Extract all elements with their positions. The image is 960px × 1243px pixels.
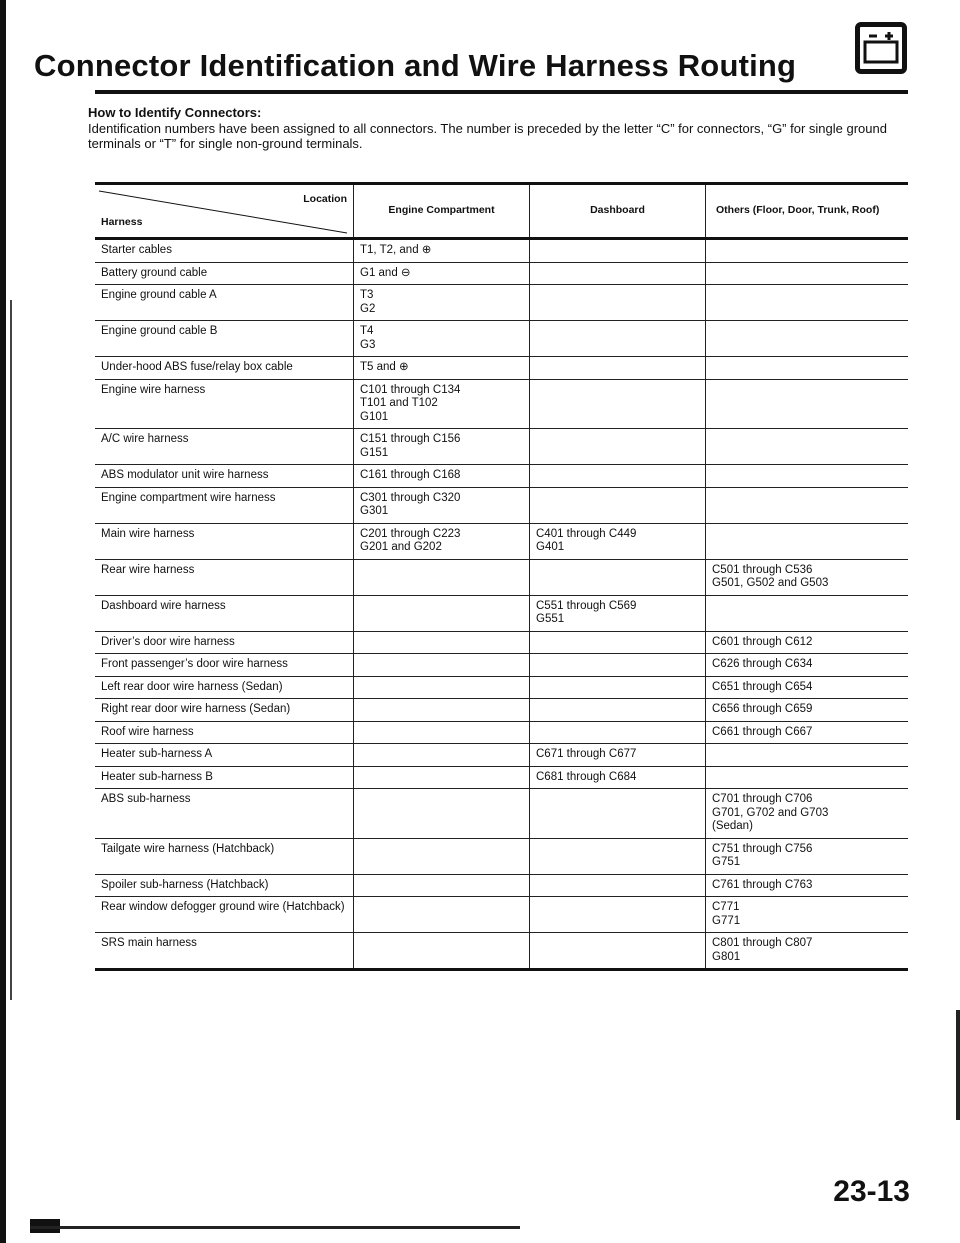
engine-cell <box>354 523 530 559</box>
connector-id: C501 through C536 <box>712 563 813 576</box>
others-cell <box>706 321 909 357</box>
others-cell <box>706 676 909 699</box>
harness-cell: Dashboard wire harness <box>95 595 354 631</box>
engine-cell <box>354 379 530 429</box>
dashboard-cell <box>530 676 706 699</box>
engine-cell <box>354 721 530 744</box>
harness-cell: Driver’s door wire harness <box>95 631 354 654</box>
connector-id: C601 through C612 <box>712 635 813 648</box>
page-edge-line <box>10 300 12 1000</box>
dashboard-cell <box>530 379 706 429</box>
engine-cell <box>354 874 530 897</box>
harness-cell: Engine compartment wire harness <box>95 487 354 523</box>
connector-id: C626 through C634 <box>712 658 813 670</box>
engine-cell <box>354 487 530 523</box>
others-cell <box>706 789 909 839</box>
connector-id: C301 through C320 <box>360 491 461 504</box>
connector-id: C551 through C569 <box>536 599 637 612</box>
table-row <box>95 379 908 429</box>
dashboard-cell <box>530 699 706 722</box>
others-cell <box>706 654 909 677</box>
dashboard-cell <box>530 523 706 559</box>
engine-cell <box>354 285 530 321</box>
engine-cell <box>354 789 530 839</box>
dashboard-cell <box>530 789 706 839</box>
engine-cell <box>354 933 530 970</box>
engine-cell <box>354 357 530 380</box>
others-cell <box>706 285 909 321</box>
others-cell <box>706 262 909 285</box>
others-cell <box>706 838 909 874</box>
table-row <box>95 933 908 970</box>
connector-id: T4 <box>360 325 374 337</box>
header-diagonal-cell <box>95 184 354 239</box>
dashboard-cell <box>530 933 706 970</box>
harness-cell: ABS modulator unit wire harness <box>95 465 354 488</box>
connector-id: C801 through C807 <box>712 937 813 949</box>
connector-id: G151 <box>360 446 389 459</box>
connector-id: G201 and G202 <box>360 541 442 553</box>
connector-id: C651 through C654 <box>712 680 813 693</box>
connector-id: C101 through C134 <box>360 383 461 396</box>
page-edge-mark <box>956 1010 960 1120</box>
harness-cell: Engine ground cable A <box>95 285 354 321</box>
table-body <box>95 239 908 970</box>
connector-id: C151 through C156 <box>360 433 461 445</box>
connector-id: G701, G702 and G703 <box>712 806 829 819</box>
harness-cell: Tailgate wire harness (Hatchback) <box>95 838 354 874</box>
others-cell <box>706 874 909 897</box>
engine-cell <box>354 897 530 933</box>
dashboard-cell <box>530 897 706 933</box>
connector-id: G801 <box>712 950 741 963</box>
dashboard-cell <box>530 321 706 357</box>
dashboard-cell <box>530 874 706 897</box>
engine-cell <box>354 262 530 285</box>
dashboard-cell <box>530 487 706 523</box>
dashboard-cell <box>530 721 706 744</box>
others-cell <box>706 357 909 380</box>
connector-id: C751 through C756 <box>712 842 813 855</box>
others-cell <box>706 766 909 789</box>
location-label: Location <box>303 193 347 205</box>
others-cell <box>706 721 909 744</box>
connector-table <box>95 182 908 971</box>
dashboard-cell <box>530 766 706 789</box>
dashboard-cell <box>530 262 706 285</box>
harness-cell: Heater sub-harness A <box>95 744 354 767</box>
table-row <box>95 699 908 722</box>
others-cell <box>706 465 909 488</box>
table-row <box>95 766 908 789</box>
table-row <box>95 631 908 654</box>
harness-cell: Battery ground cable <box>95 262 354 285</box>
intro-paragraph: Identification numbers have been assigned to all connectors. The number is preceded by the letter “C” for connectors, “G” for single ground terminals or “T” for single non-ground terminals. <box>88 121 887 151</box>
others-cell <box>706 933 909 970</box>
connector-id: G771 <box>712 914 741 927</box>
connector-id: C656 through C659 <box>712 703 813 715</box>
harness-cell: Rear window defogger ground wire (Hatchback) <box>95 897 354 933</box>
connector-id: C201 through C223 <box>360 527 461 540</box>
section-heading: How to Identify Connectors: <box>88 105 262 120</box>
table-row <box>95 429 908 465</box>
others-cell <box>706 429 909 465</box>
harness-cell: A/C wire harness <box>95 429 354 465</box>
dashboard-cell <box>530 357 706 380</box>
connector-id: G3 <box>360 338 376 351</box>
harness-cell: Main wire harness <box>95 523 354 559</box>
engine-cell <box>354 766 530 789</box>
engine-cell <box>354 676 530 699</box>
harness-cell: Under-hood ABS fuse/relay box cable <box>95 357 354 380</box>
others-cell <box>706 631 909 654</box>
connector-id: T5 and ⊕ <box>360 361 409 373</box>
page-title: Connector Identification and Wire Harness Routing <box>34 48 797 83</box>
connector-id: T1, T2, and ⊕ <box>360 244 432 256</box>
dashboard-cell <box>530 429 706 465</box>
connector-id: G1 and ⊖ <box>360 266 411 279</box>
others-cell <box>706 487 909 523</box>
table-row <box>95 465 908 488</box>
others-cell <box>706 523 909 559</box>
harness-cell: SRS main harness <box>95 933 354 970</box>
column-header-dashboard: Dashboard <box>530 184 706 239</box>
table-row <box>95 239 908 263</box>
table-row <box>95 744 908 767</box>
dashboard-cell <box>530 285 706 321</box>
connector-id: G501, G502 and G503 <box>712 577 829 589</box>
others-cell <box>706 897 909 933</box>
connector-id: C401 through C449 <box>536 527 637 540</box>
connector-id: G401 <box>536 541 565 553</box>
table-header-row <box>95 184 908 239</box>
engine-cell <box>354 465 530 488</box>
table-row <box>95 559 908 595</box>
dashboard-cell <box>530 631 706 654</box>
connector-id: C771 <box>712 901 740 913</box>
connector-id: G751 <box>712 856 741 868</box>
dashboard-cell <box>530 465 706 488</box>
harness-label: Harness <box>101 215 143 228</box>
engine-cell <box>354 239 530 263</box>
table-row <box>95 595 908 631</box>
table-row <box>95 487 908 523</box>
connector-id: C681 through C684 <box>536 770 637 783</box>
dashboard-cell <box>530 595 706 631</box>
dashboard-cell <box>530 744 706 767</box>
connector-id: C701 through C706 <box>712 793 813 805</box>
column-header-engine: Engine Compartment <box>354 184 530 239</box>
connector-id: T101 and T102 <box>360 397 438 409</box>
connector-id: C161 through C168 <box>360 469 461 481</box>
connector-id: G551 <box>536 613 565 625</box>
connector-id: C661 through C667 <box>712 725 813 738</box>
table-row <box>95 838 908 874</box>
engine-cell <box>354 838 530 874</box>
others-cell <box>706 595 909 631</box>
page-number: 23-13 <box>833 1175 910 1208</box>
table-row <box>95 321 908 357</box>
others-cell <box>706 699 909 722</box>
connector-id: C761 through C763 <box>712 878 813 891</box>
others-cell <box>706 744 909 767</box>
connector-id: G2 <box>360 302 376 315</box>
table-row <box>95 874 908 897</box>
table-row <box>95 789 908 839</box>
dashboard-cell <box>530 239 706 263</box>
table-row <box>95 285 908 321</box>
engine-cell <box>354 595 530 631</box>
footer-rule <box>30 1226 520 1229</box>
title-rule <box>95 90 908 94</box>
table-row <box>95 721 908 744</box>
engine-cell <box>354 321 530 357</box>
others-cell <box>706 379 909 429</box>
table-row <box>95 676 908 699</box>
table-row <box>95 357 908 380</box>
engine-cell <box>354 744 530 767</box>
harness-cell: ABS sub-harness <box>95 789 354 839</box>
table-row <box>95 262 908 285</box>
engine-cell <box>354 559 530 595</box>
engine-cell <box>354 699 530 722</box>
harness-cell: Roof wire harness <box>95 721 354 744</box>
others-cell <box>706 559 909 595</box>
table-row <box>95 897 908 933</box>
engine-cell <box>354 654 530 677</box>
page-edge-bar <box>0 0 6 1243</box>
engine-cell <box>354 631 530 654</box>
harness-cell: Right rear door wire harness (Sedan) <box>95 699 354 722</box>
connector-id: T3 <box>360 289 374 301</box>
fuse-box-icon <box>855 22 907 74</box>
harness-cell: Engine ground cable B <box>95 321 354 357</box>
engine-cell <box>354 429 530 465</box>
harness-cell: Rear wire harness <box>95 559 354 595</box>
harness-cell: Engine wire harness <box>95 379 354 429</box>
dashboard-cell <box>530 838 706 874</box>
connector-id: (Sedan) <box>712 820 753 832</box>
connector-id: C671 through C677 <box>536 748 637 760</box>
harness-cell: Starter cables <box>95 239 354 263</box>
harness-cell: Heater sub-harness B <box>95 766 354 789</box>
table-row <box>95 523 908 559</box>
dashboard-cell <box>530 654 706 677</box>
harness-cell: Left rear door wire harness (Sedan) <box>95 676 354 699</box>
column-header-others: Others (Floor, Door, Trunk, Roof) <box>706 184 909 239</box>
harness-cell: Front passenger’s door wire harness <box>95 654 354 677</box>
others-cell <box>706 239 909 263</box>
dashboard-cell <box>530 559 706 595</box>
connector-id: G101 <box>360 410 389 423</box>
connector-id: G301 <box>360 505 389 517</box>
harness-cell: Spoiler sub-harness (Hatchback) <box>95 874 354 897</box>
table-row <box>95 654 908 677</box>
